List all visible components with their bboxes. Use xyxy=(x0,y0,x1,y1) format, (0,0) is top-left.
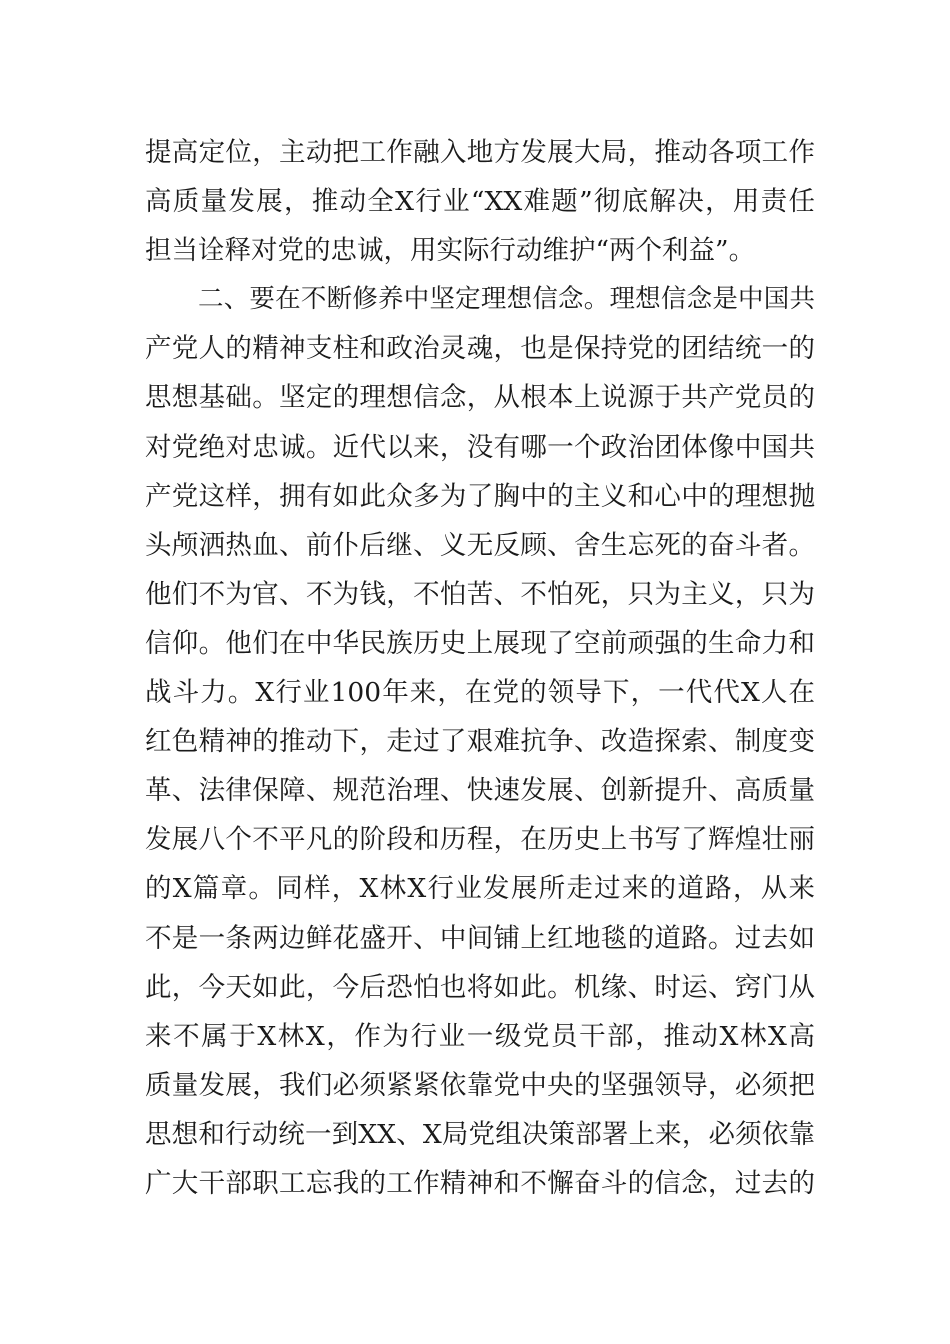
text-line: 此，今天如此，今后恐怕也将如此。机缘、时运、窍门从 xyxy=(145,971,815,1003)
text-line: 战斗力。X行业100年来，在党的领导下，一代代X人在 xyxy=(145,677,815,709)
text-line: 对党绝对忠诚。近代以来，没有哪一个政治团体像中国共 xyxy=(145,431,815,463)
text-line: 担当诠释对党的忠诚，用实际行动维护“两个利益”。 xyxy=(145,235,756,267)
body-text xyxy=(145,128,815,1208)
text-line: 思想基础。坚定的理想信念，从根本上说源于共产党员的 xyxy=(145,382,815,414)
text-line: 产党这样，拥有如此众多为了胸中的主义和心中的理想抛 xyxy=(145,480,815,512)
text-line: 思想和行动统一到XX、X局党组决策部署上来，必须依靠 xyxy=(145,1118,815,1150)
paragraph-heading-line: 二、要在不断修养中坚定理想信念。理想信念是中国共 xyxy=(198,284,815,315)
text-line: 质量发展，我们必须紧紧依靠党中央的坚强领导，必须把 xyxy=(145,1069,815,1101)
text-line: 产党人的精神支柱和政治灵魂，也是保持党的团结统一的 xyxy=(145,333,815,365)
text-line: 广大干部职工忘我的工作精神和不懈奋斗的信念，过去的 xyxy=(145,1167,815,1199)
text-line: 头颅洒热血、前仆后继、义无反顾、舍生忘死的奋斗者。 xyxy=(145,529,815,561)
text-line: 红色精神的推动下，走过了艰难抗争、改造探索、制度变 xyxy=(145,726,815,758)
text-line: 信仰。他们在中华民族历史上展现了空前顽强的生命力和 xyxy=(145,627,815,659)
text-line: 的X篇章。同样，X林X行业发展所走过来的道路，从来 xyxy=(145,873,815,905)
text-line: 革、法律保障、规范治理、快速发展、创新提升、高质量 xyxy=(145,775,815,807)
text-line: 来不属于X林X，作为行业一级党员干部，推动X林X高 xyxy=(145,1020,815,1052)
text-line: 发展八个不平凡的阶段和历程，在历史上书写了辉煌壮丽 xyxy=(145,824,815,856)
text-line: 提高定位，主动把工作融入地方发展大局，推动各项工作 xyxy=(145,137,815,168)
text-line: 不是一条两边鲜花盛开、中间铺上红地毯的道路。过去如 xyxy=(145,922,815,954)
text-line: 他们不为官、不为钱，不怕苦、不怕死，只为主义，只为 xyxy=(145,578,815,610)
text-line: 高质量发展，推动全X行业“XX难题”彻底解决，用责任 xyxy=(145,186,815,218)
